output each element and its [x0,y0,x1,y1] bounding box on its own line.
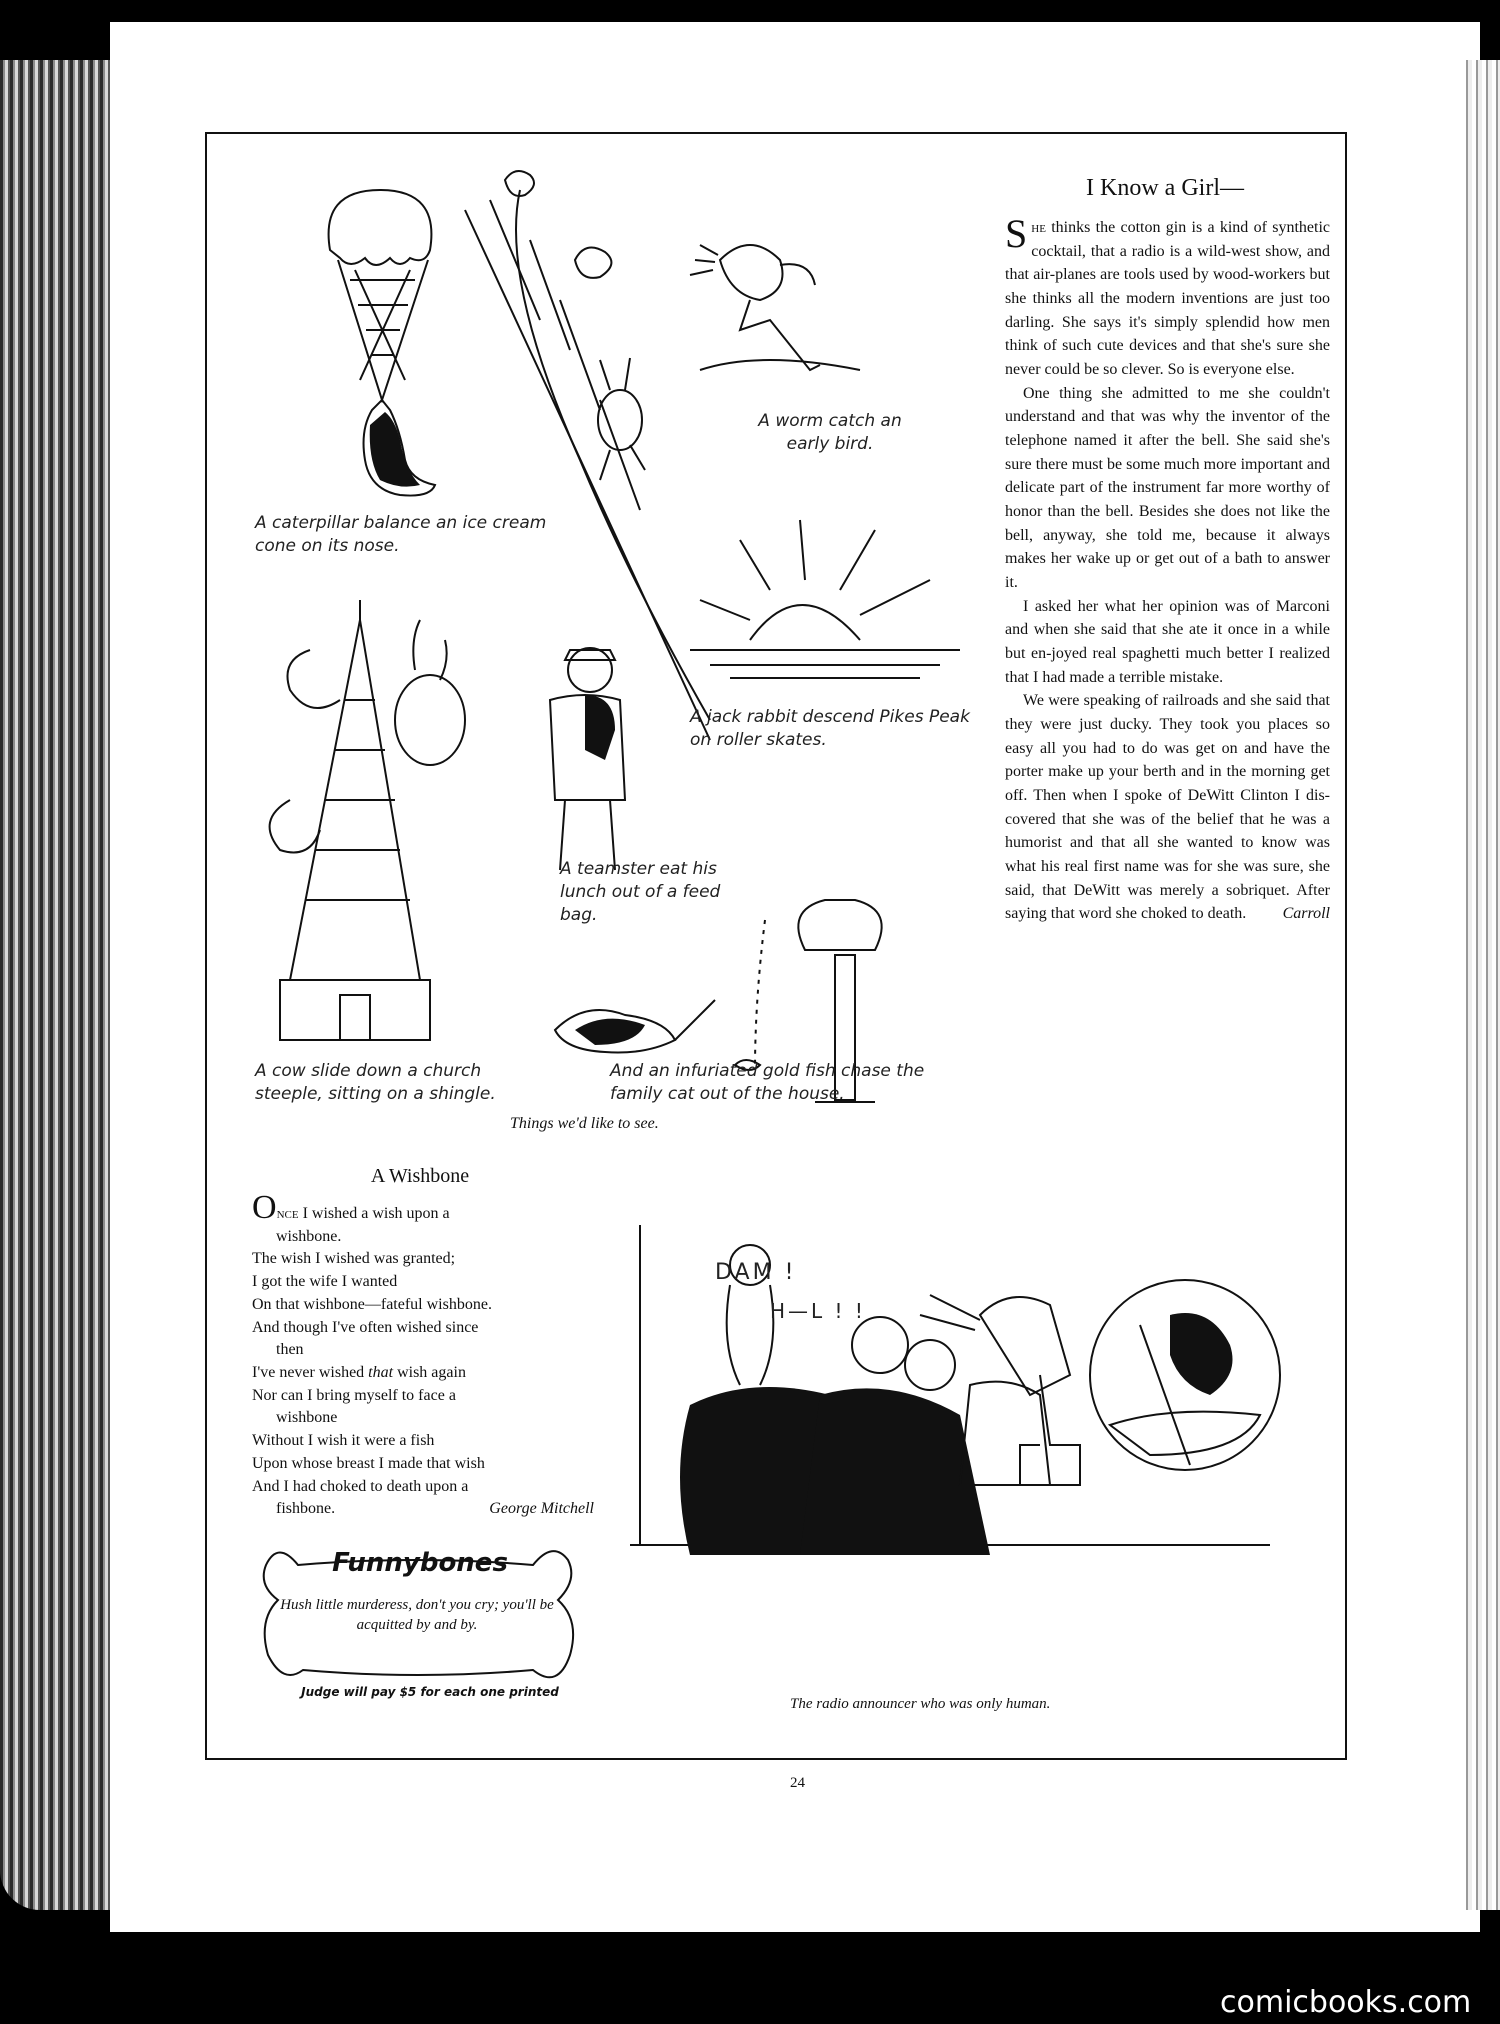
poem-line-that [252,1362,594,1385]
sunset-illustration [690,510,970,690]
speech-dam: DAM ! [715,1260,797,1285]
poem-line-a-3: I got the wife I wanted [252,1273,398,1291]
book-right-edge [1462,60,1500,1910]
poem-line-b-2: wishbone [276,1409,338,1427]
dropcap-s: S [1005,211,1028,256]
poem-line-1-text: I wished a wish upon a [298,1205,450,1222]
caption-worm: A worm catch an early bird. [758,411,902,454]
page-number: 24 [790,1775,805,1791]
poem-last-line [252,1498,594,1521]
poem-line-a-2: The wish I wished was granted; [252,1250,456,1268]
poem-line-b-3: Without I wish it were a fish [252,1432,435,1450]
funnybones-text: Hush little murderess, don't you cry; you'll be acquitted by and by. [280,1597,554,1633]
poem-first-smallcaps: nce [276,1205,299,1222]
article-paragraph-1 [1005,211,1330,382]
poem-that-italic: that [368,1364,394,1382]
poem-dropcap: O [252,1189,277,1226]
funnybones-footer: Judge will pay $5 for each one printed [301,1685,559,1699]
poem-line-b-4: Upon whose breast I made that wish [252,1454,485,1472]
caption-goldfish: And an infuriated gold fish chase the family cat out of the house. [610,1061,925,1104]
poem-line-a-1: wishbone. [276,1227,342,1245]
poem-signature: George Mitchell [489,1500,594,1518]
speech-hell: H—L ! ! [770,1299,866,1323]
article-lead-smallcaps: he [1031,219,1046,236]
caterpillar-cone-illustration [310,180,470,510]
poem-line-1 [252,1189,594,1226]
article-paragraph-4 [1005,689,1330,926]
caption-things-wed-like-to-see: Things we'd like to see. [510,1115,659,1132]
poem-line-b-5: And I had choked to death upon a [252,1477,469,1495]
poem-line-b-1: Nor can I bring myself to face a [252,1386,456,1404]
book-page-stack [0,60,125,1910]
caption-radio-announcer: The radio announcer who was only human. [790,1696,1051,1712]
article-title: I Know a Girl— [1086,175,1244,201]
site-watermark: comicbooks.com [1220,1985,1472,2020]
poem-line-a-5: And though I've often wished since [252,1318,479,1336]
poem-last-line-text: fishbone. [276,1500,336,1518]
steeple-cow-illustration [250,600,510,1080]
article-body [1005,211,1330,926]
article-paragraph-3: I asked her what her opinion was of Marconi and when she said that she ate it once in a while but en-joyed real spaghetti much better I realized that I had made a terrible mistake. [1005,597,1330,686]
poem-that-pre: I've never wished [252,1364,369,1382]
poem-body [252,1189,594,1521]
poem-line-a-4: On that wishbone—fateful wishbone. [252,1295,492,1313]
funnybones-title: Funnybones [332,1548,508,1578]
teamster-illustration [505,640,645,880]
poem-that-post: wish again [393,1364,466,1382]
caption-caterpillar: A caterpillar balance an ice cream cone on its nose. [255,513,547,556]
article-p1-text: thinks the cotton gin is a kind of synthetic cocktail, that a radio is a wild-west show, and that air-planes are tools used by wood-workers but she thinks all the modern inventions are just too darling. She says it's simply splendid how men think of such cute devices and that she's sure she never could be so clever. So is everyone else. [1005,219,1330,379]
article-p4-text: We were speaking of railroads and she said that they were just ducky. They took you places so easy all you had to do was get on and have the porter make up your berth and in the morning get off. Then when I spoke of DeWitt Clinton I dis-covered that she was of the belief that he was a humorist and that all she wanted to know was what his real first name was for she was sure, she said, that DeWitt was merely a sobriquet. After saying that word she choked to death. [1005,692,1330,923]
article-signature: Carroll [1282,905,1330,923]
poem-line-a-6: then [276,1341,304,1359]
caption-rabbit: A jack rabbit descend Pikes Peak on roller skates. [690,707,970,750]
worm-bird-illustration [680,220,880,400]
caption-cow: A cow slide down a church steeple, sitting on a shingle. [255,1061,496,1104]
poem-title: A Wishbone [370,1165,470,1187]
caption-teamster: A teamster eat his lunch out of a feed bag. [560,859,721,925]
article-paragraph-2: One thing she admitted to me she couldn't understand and that was why the inventor of the telephone named it after the bell. She said she's sure there must be some much more important and delicate part of the instrument far more worthy of honor than the bell. Besides she does not like the bell, anyway, she told me, because it always makes her wake up or get out of a bath to answer it. [1005,384,1330,592]
